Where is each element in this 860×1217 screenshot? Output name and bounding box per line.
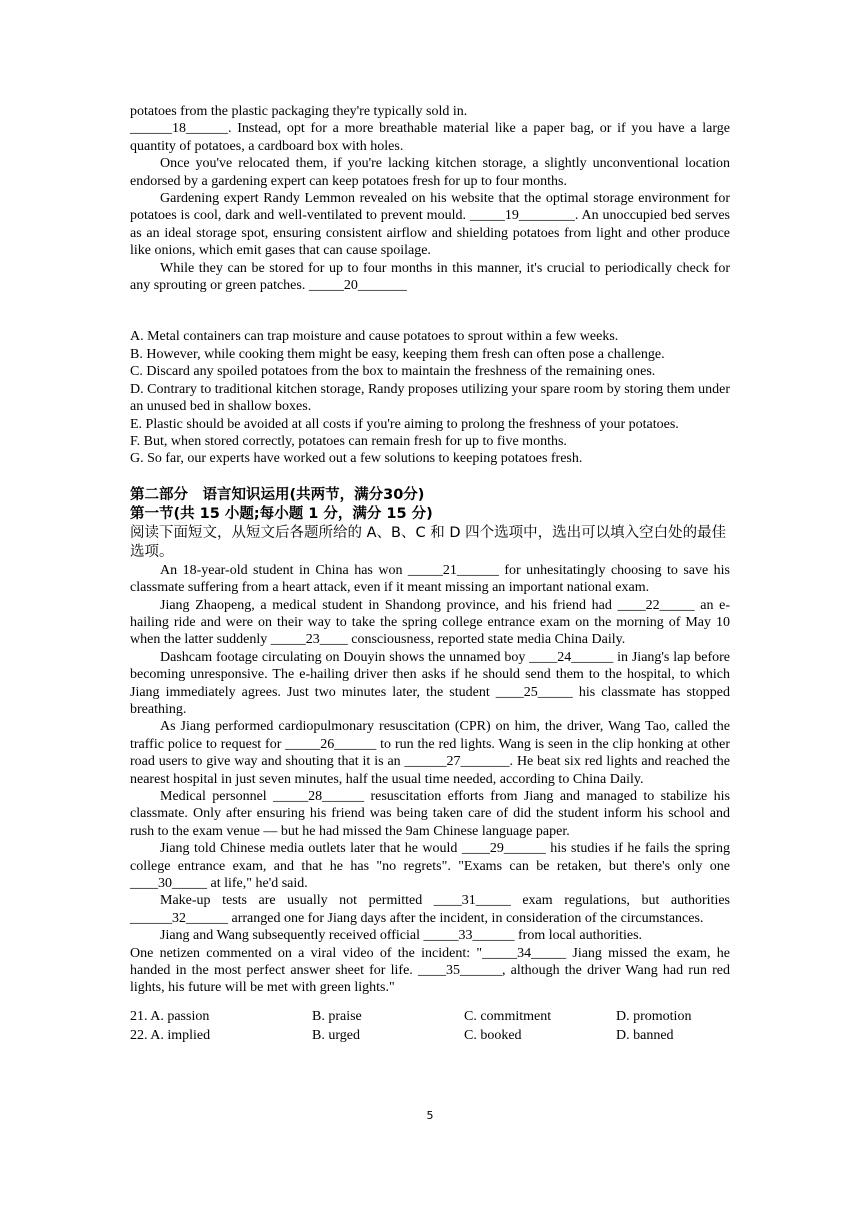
choice-item: A. Metal containers can trap moisture and cause potatoes to sprout within a few weeks.: [130, 329, 619, 345]
option-d: D. banned: [616, 1027, 674, 1043]
paragraph: Medical personnel _____28______ resuscitation efforts from Jiang and managed to stabilize his classmate. Only after ensuring his friend was being taken care of did the student inform his school and rush to the exam venue — but he had missed the 9am Chinese language paper.: [130, 789, 730, 839]
section-heading: 第一节(共 15 小题;每小题 1 分，满分 15 分): [130, 505, 433, 522]
option-d: D. promotion: [616, 1008, 692, 1024]
choice-item: D. Contrary to traditional kitchen storage, Randy proposes utilizing your spare room by storing them under an unused bed in shallow boxes.: [130, 381, 730, 415]
paragraph: Jiang Zhaopeng, a medical student in Shandong province, and his friend had ____22_____ an e-hailing ride and were on their way to take the spring college entrance exam on the morning of May 10 when the latter suddenly _____23____ consciousness, reported state media China Daily.: [130, 597, 730, 648]
option-c: C. booked: [464, 1027, 522, 1043]
passage-a: [130, 103, 730, 294]
option-a: 21. A. passion: [130, 1008, 210, 1024]
paragraph: ______18______. Instead, opt for a more breathable material like a paper bag, or if you have a large quantity of potatoes, a cardboard box with holes.: [130, 121, 730, 154]
paragraph: Once you've relocated them, if you're lacking kitchen storage, a slightly unconventional location endorsed by a gardening expert can keep potatoes fresh for up to four months.: [130, 156, 730, 189]
paragraph: Dashcam footage circulating on Douyin shows the unnamed boy ____24______ in Jiang's lap before becoming unresponsive. The e-hailing driver then asks if he should send them to the hospital, to which Jiang immediately agrees. Just two minutes later, the student ____25_____ his classmate has stopped breathing.: [130, 649, 730, 717]
choice-item: C. Discard any spoiled potatoes from the box to maintain the freshness of the remaining ones.: [130, 364, 656, 380]
page-number: 5: [426, 1109, 434, 1122]
paragraph: potatoes from the plastic packaging they're typically sold in.: [130, 104, 468, 119]
paragraph: Jiang and Wang subsequently received official _____33______ from local authorities.: [160, 928, 643, 944]
question-row: [130, 1007, 730, 1026]
page-content: [130, 103, 730, 1045]
choice-item: F. But, when stored correctly, potatoes can remain fresh for up to five months.: [130, 433, 567, 449]
paragraph: Gardening expert Randy Lemmon revealed on his website that the optimal storage environment for potatoes is cool, dark and well-ventilated to prevent mould. _____19________. An unoccupied bed serves as an ideal storage spot, ensuring consistent airflow and shielding potatoes from light and other produce like onions, which emit gases that can cause spoilage.: [130, 191, 730, 259]
paragraph: An 18-year-old student in China has won _____21______ for unhesitatingly choosing to save his classmate suffering from a heart attack, even if it meant missing an important national exam.: [130, 562, 730, 596]
part-heading: 第二部分 语言知识运用(共两节，满分30分): [130, 486, 425, 503]
choice-item: B. However, while cooking them might be easy, keeping them fresh can often pose a challenge.: [130, 346, 665, 362]
option-b: B. praise: [312, 1008, 362, 1024]
choices-list: [130, 328, 730, 467]
paragraph: As Jiang performed cardiopulmonary resuscitation (CPR) on him, the driver, Wang Tao, called the traffic police to request for _____26______ to run the red lights. Wang is seen in the clip honking at other road users to give way and shouting that it is an ______27_______. He beat six red lights and reached the nearest hospital in just seven minutes, half the usual time needed, according to China Daily.: [130, 719, 730, 787]
question-row: [130, 1026, 730, 1045]
paragraph: Jiang told Chinese media outlets later that he would ____29______ his studies if he fails the spring college entrance exam, and that he has "no regrets". "Exams can be retaken, but there's only one ____30_____ at life," he'd said.: [130, 841, 730, 892]
instruction-text: 阅读下面短文，从短文后各题所给的 A、B、C 和 D 四个选项中，选出可以填入空白处的最佳选项。: [130, 524, 727, 560]
question-options: [130, 1007, 730, 1045]
choice-item: G. So far, our experts have worked out a few solutions to keeping potatoes fresh.: [130, 451, 583, 467]
choice-item: E. Plastic should be avoided at all costs if you're aiming to prolong the freshness of your potatoes.: [130, 416, 679, 432]
paragraph: One netizen commented on a viral video of the incident: "_____34_____ Jiang missed the exam, he handed in the most perfect answer sheet for life. ____35______, although the driver Wang had run red lights, his future will be met with green lights.": [130, 945, 730, 996]
option-b: B. urged: [312, 1027, 360, 1043]
paragraph: While they can be stored for up to four months in this manner, it's crucial to periodically check for any sprouting or green patches. _____20_______: [130, 260, 730, 294]
passage-b: [130, 562, 730, 997]
option-c: C. commitment: [464, 1008, 552, 1024]
option-a: 22. A. implied: [130, 1027, 211, 1043]
paragraph: Make-up tests are usually not permitted ____31_____ exam regulations, but authorities ______32______ arranged one for Jiang days after the incident, in consideration of the circumstances.: [130, 893, 730, 926]
